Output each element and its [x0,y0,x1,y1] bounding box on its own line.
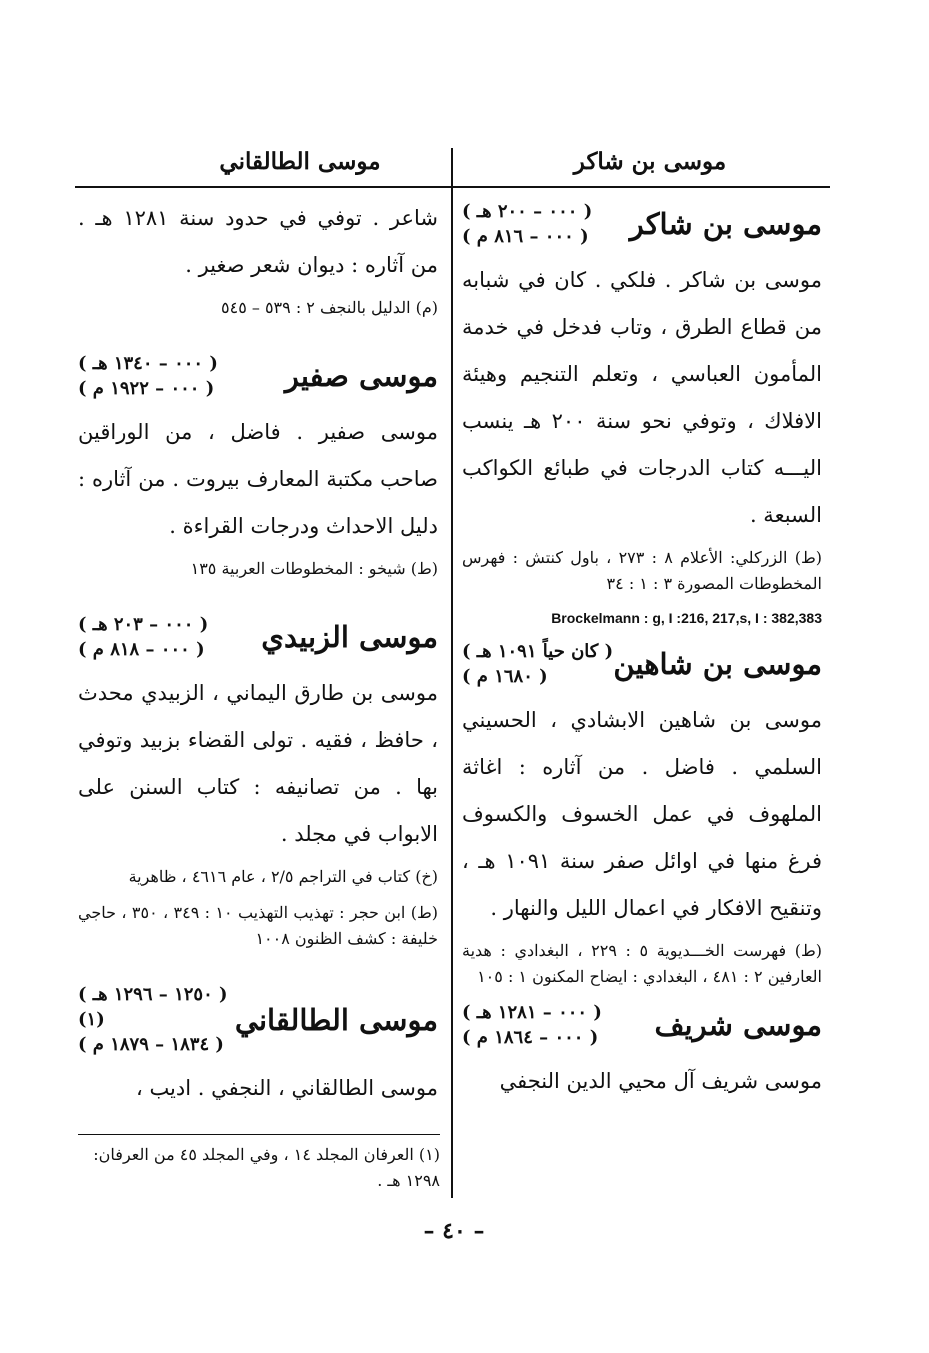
entry-date-hijri: ( ٠٠٠ – ٢٠٠ هـ ) [462,201,593,222]
entry-body: موسى شريف آل محيي الدين النجفي [499,1069,822,1093]
entry-musa-bin-shahin [462,639,822,990]
entry-reference: (ط) شيخو : المخطوطات العربية ١٣٥ [190,559,438,578]
entry-body: موسى بن شاكر . فلكي . كان في شبابه من قطاع الطرق ، وتاب فدخل في خدمة المأمون العباسي ، وتعلم التنجيم وهيئة الافلاك ، وتوفي نحو سنة ٢٠٠ هـ ينسب اليـــه كتاب الدرجات في طبائع الكواكب السبعة . [462,268,822,527]
continuation-text: شاعر . توفي في حدود سنة ١٢٨١ هـ . من آثاره : ديوان شعر صغير . [78,206,438,277]
entry-date-gregorian: ( ٠٠٠ – ١٨٦٤ م ) [462,1027,599,1048]
entry-dates [462,639,613,689]
running-header-right: موسى بن شاكر [573,148,727,175]
entry-reference: (ط) فهرست الخـــديوية ٥ : ٢٢٩ ، البغدادي : هدية العارفين ٢ : ٤٨١ ، البغدادي : ايضاح المكنون ١ : ١٠٥ [462,941,822,986]
left-column [78,195,438,1112]
entry-date-hijri: ( ٠٠٠ – ١٢٨١ هـ ) [462,1002,602,1023]
entry-date-hijri: ( كان حياً ١٠٩١ هـ ) [462,641,614,662]
entry-name: موسى صفير [284,359,438,393]
entry-reference: (خ) كتاب في التراجم ٢/٥ ، عام ٤٦١٦ ، ظاهرية [128,867,438,886]
entry-date-gregorian: ( ٠٠٠ – ١٩٢٢ م ) [78,378,215,399]
entry-body: موسى الطالقاني ، النجفي . اديب ، [135,1076,438,1100]
entry-name: موسى بن شاهين [613,647,822,681]
entry-body: موسى صفير . فاضل ، من الوراقين صاحب مكتبة المعارف بيروت . من آثاره : دليل الاحداث ودرجات القراءة . [78,420,438,538]
entry-musa-sharif [462,1000,822,1105]
header-rule-right [453,186,830,188]
entry-dates [78,982,235,1057]
entry-date-gregorian: ( ٠٠٠ – ٨١٨ م ) [78,639,205,660]
entry-name: موسى بن شاكر [629,207,822,241]
entry-date-gregorian: ( ١٨٣٤ – ١٨٧٩ م ) [78,1034,224,1055]
entry-musa-zubaydi [78,612,438,952]
entry-dates [78,351,218,401]
entry-musa-safir [78,351,438,582]
entry-date-gregorian: ( ١٦٨٠ م ) [462,666,548,687]
entry-body: موسى بن طارق اليماني ، الزبيدي محدث ، حافظ ، فقيه . تولى القضاء بزبيد وتوفي بها . من تصانيفه : كتاب السنن على الابواب في مجلد . [78,681,438,846]
entry-date-hijri: ( ١٢٥٠ – ١٢٩٦ هـ )(١) [78,984,228,1030]
entry-musa-bin-shakir [462,199,822,629]
entry-name: موسى شريف [654,1008,822,1042]
running-header-left: موسى الطالقاني [219,148,381,175]
entry-reference: (ط) الزركلي: الأعلام ٨ : ٢٧٣ ، باول كنتش : فهرس المخطوطات المصورة ٣ : ١ : ٣٤ [462,548,822,593]
entry-name: موسى الطالقاني [234,1002,438,1037]
footnote-rule [78,1134,440,1135]
entry-dates [462,199,592,249]
page-number: – ٤٠ – [423,1218,485,1244]
entry-name: موسى الزبيدي [261,620,438,654]
entry-dates [78,612,208,662]
footnote: (١) العرفان المجلد ١٤ ، وفي المجلد ٤٥ من العرفان: ١٢٩٨ هـ . [93,1145,440,1190]
entry-reference: (ط) ابن حجر : تهذيب التهذيب ١٠ : ٣٤٩ ، ٣٥٠ ، حاجي خليفة : كشف الظنون ١٠٠٨ [78,903,439,948]
entry-dates [462,1000,602,1050]
entry-musa-taleqani [78,982,438,1112]
entry-date-hijri: ( ٠٠٠ – ٢٠٣ هـ ) [78,614,209,635]
entry-reference-latin: Brockelmann : g, I :216, 217,s, I : 382,383 [551,610,822,626]
entry-body: موسى بن شاهين الابشادي ، الحسيني السلمي . فاضل . من آثاره : اغاثة الملهوف في عمل الخسوف والكسوف فرغ منها في اوائل صفر سنة ١٠٩١ هـ ، وتنقيح الافكار في اعمال الليل والنهار . [462,708,822,920]
entry-date-gregorian: ( ٠٠٠ – ٨١٦ م ) [462,226,589,247]
continuation-reference: (م) الدليل بالنجف ٢ : ٥٣٩ – ٥٤٥ [221,298,438,317]
right-column [462,195,822,1105]
column-divider [451,148,453,1198]
header-rule-left [75,186,451,188]
entry-date-hijri: ( ٠٠٠ – ١٣٤٠ هـ ) [78,353,218,374]
